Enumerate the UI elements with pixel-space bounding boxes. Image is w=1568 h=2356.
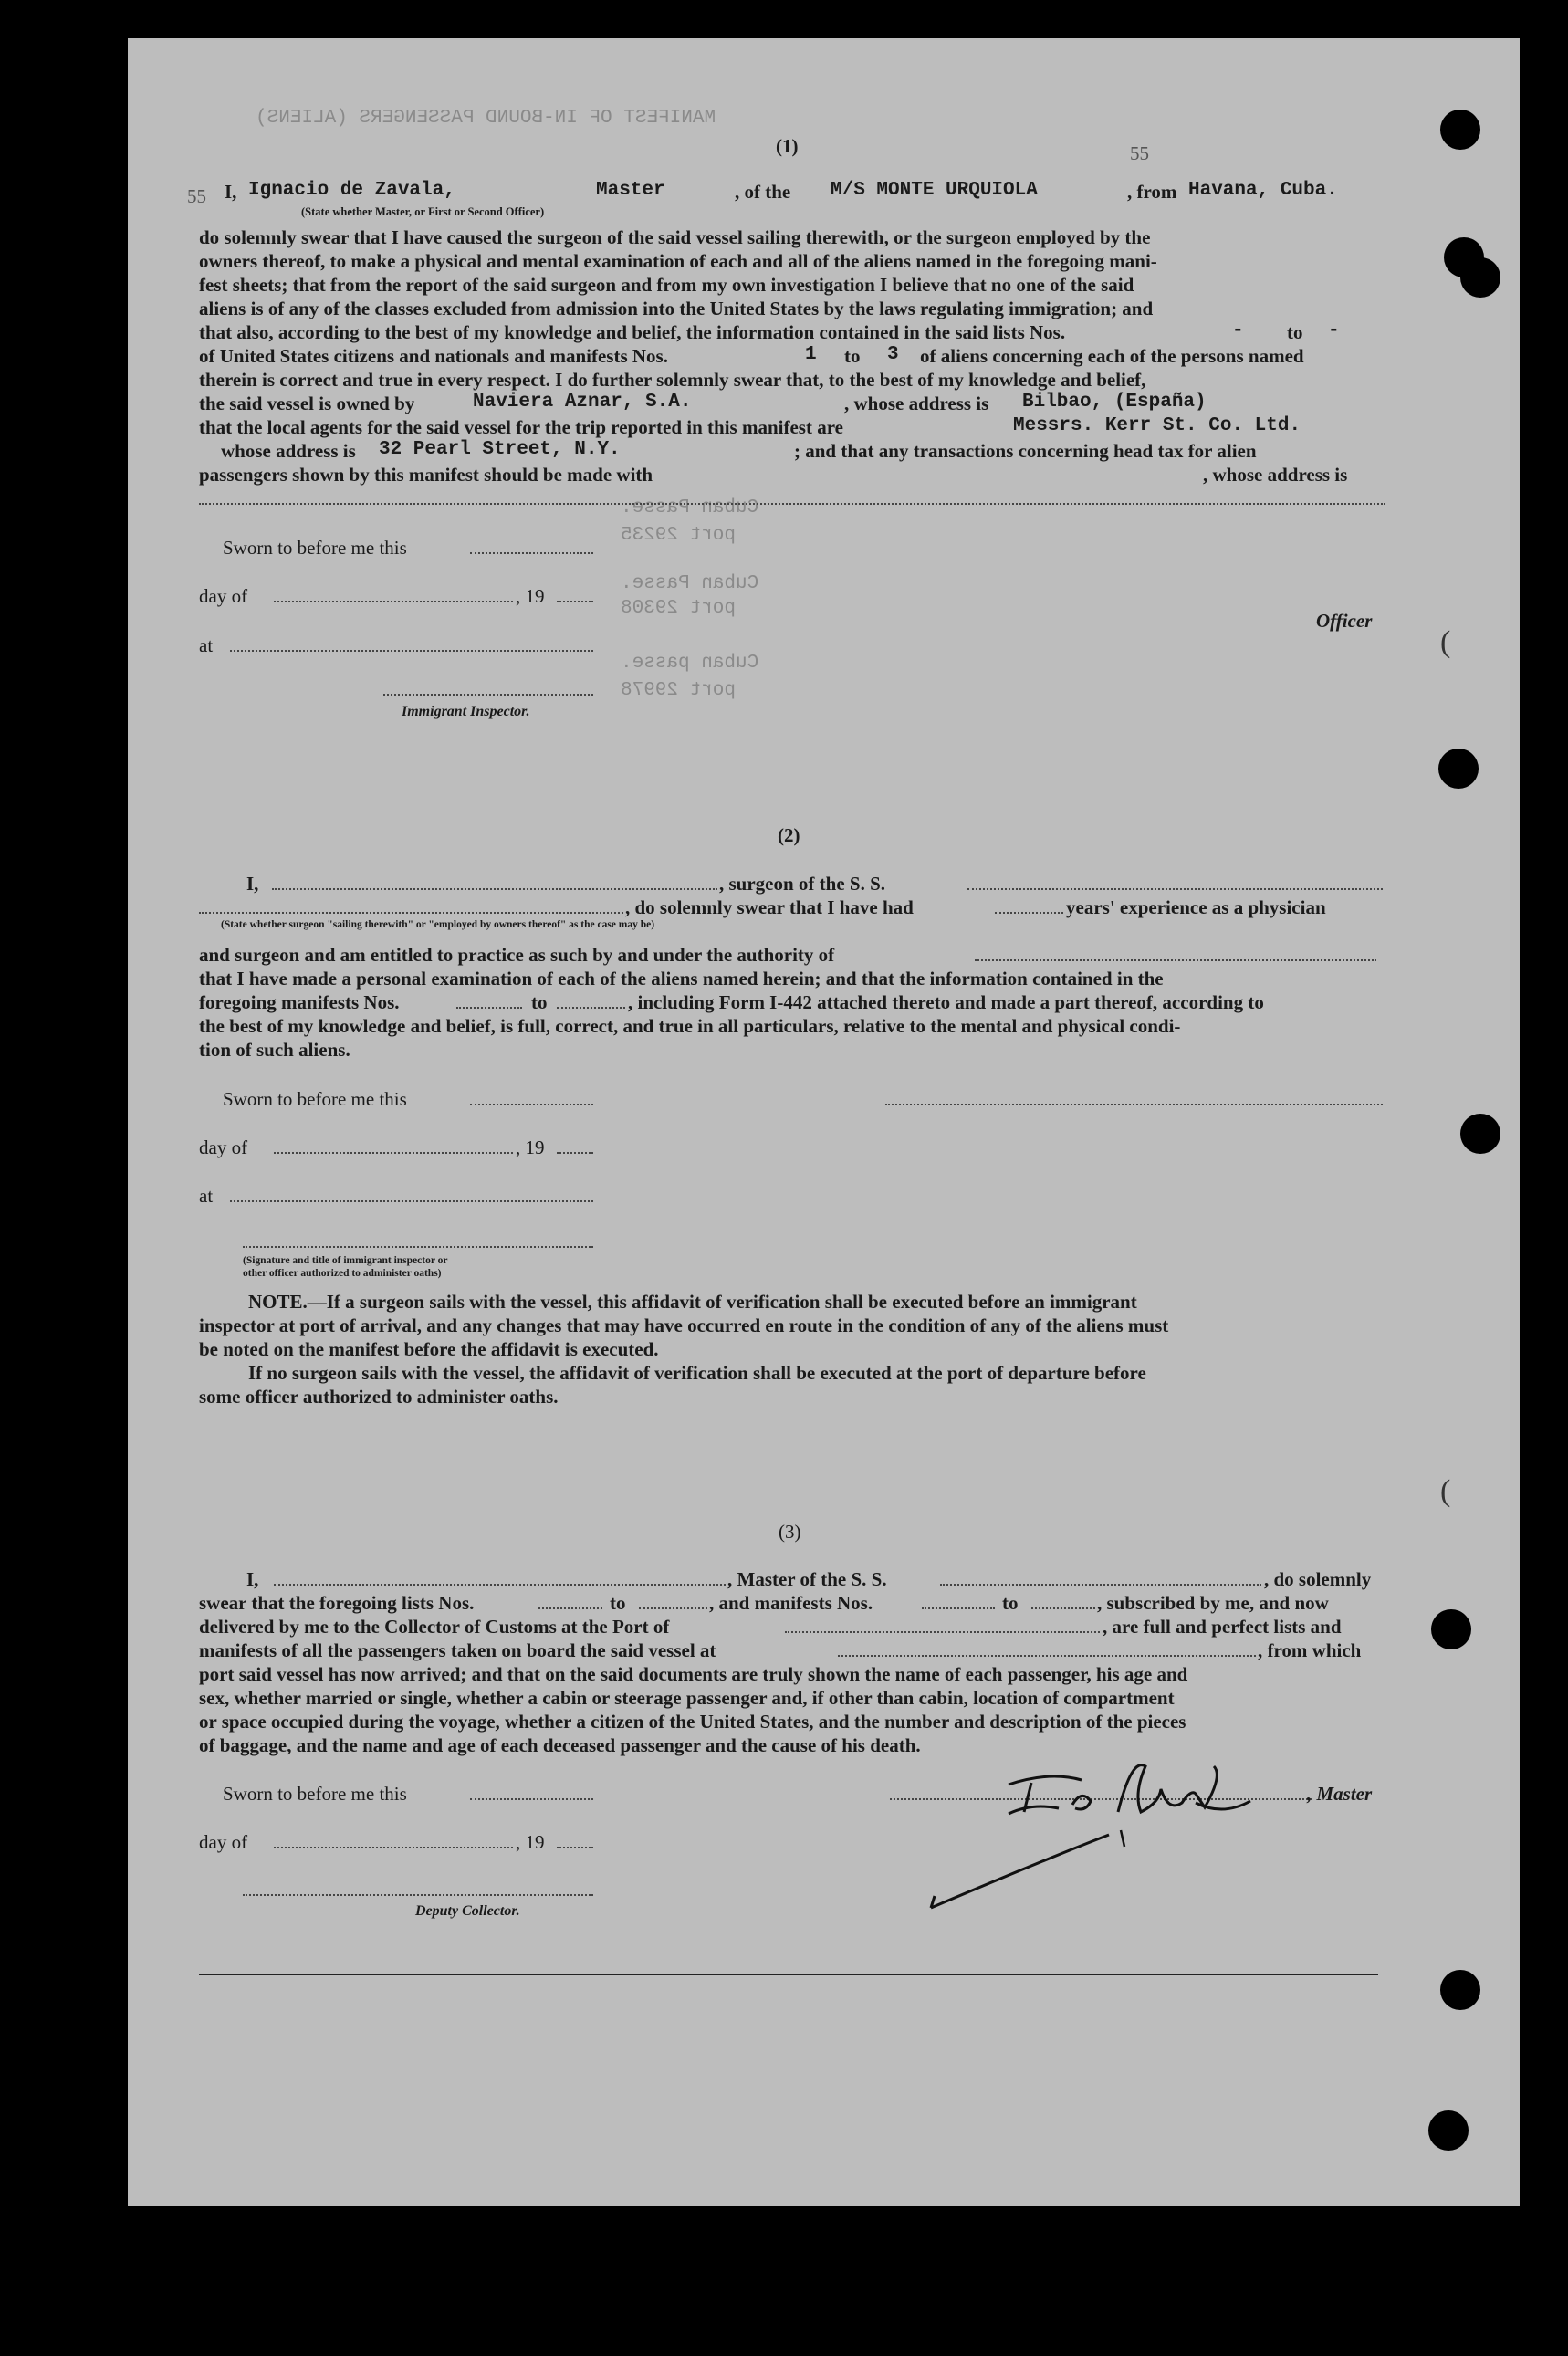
years-label: years' experience as a physician xyxy=(1066,896,1326,918)
lists-to-word: to xyxy=(1287,321,1303,343)
bleed-through-row: Cuban Passe. xyxy=(621,573,759,594)
section-3-to: to xyxy=(610,1592,626,1614)
section-1-body-line: owners thereof, to make a physical and mental examination of each and all of the aliens named in the foregoing mani- xyxy=(199,250,1157,272)
whose-address-label: , whose address is xyxy=(1203,464,1348,486)
master-title: Master xyxy=(596,180,665,201)
section-3-line: , subscribed by me, and now xyxy=(1097,1592,1329,1614)
manifests-from: 1 xyxy=(805,344,817,365)
punch-hole xyxy=(1431,1609,1471,1649)
section-2-body-line: tion of such aliens. xyxy=(199,1039,350,1061)
section-2-body-line: , including Form I-442 attached thereto and made a part thereof, according to xyxy=(628,991,1264,1013)
signature-caption: (Signature and title of immigrant inspector or xyxy=(243,1255,448,1266)
at-label: at xyxy=(199,634,214,656)
owner-address-label: , whose address is xyxy=(844,393,989,414)
bleed-through-header: MANIFEST OF IN-BOUND PASSENGERS (ALIENS) xyxy=(256,108,716,129)
master-of-label: , Master of the S. S. xyxy=(727,1568,887,1590)
section-3-line: manifests of all the passengers taken on board the said vessel at xyxy=(199,1639,716,1661)
section-1-body-line: that also, according to the best of my knowledge and belief, the information contained in the said lists Nos. xyxy=(199,321,1066,343)
manifests-tail: of aliens concerning each of the persons named xyxy=(920,345,1304,367)
from-port: Havana, Cuba. xyxy=(1188,180,1338,201)
bleed-through-row: port 29308 xyxy=(621,598,737,619)
manifests-to: 3 xyxy=(887,344,899,365)
sworn-label: Sworn to before me this xyxy=(223,1088,407,1110)
of-the-label: , of the xyxy=(735,181,791,203)
signature-caption: other officer authorized to administer oaths) xyxy=(243,1268,442,1279)
section-2-to: to xyxy=(531,991,548,1013)
section-1-body-line: that the local agents for the said vessel for the trip reported in this manifest are xyxy=(199,416,843,438)
section-1-body-line: fest sheets; that from the report of the said surgeon and from my own investigation I believe that no one of the said xyxy=(199,274,1134,296)
section-2-heading: (2) xyxy=(778,824,800,846)
section-3-body-line: sex, whether married or single, whether a cabin or steerage passenger and, if other than cabin, location of compartment xyxy=(199,1687,1175,1709)
year-label: , 19 xyxy=(516,585,545,607)
section-3-line: , are full and perfect lists and xyxy=(1103,1616,1342,1638)
day-of-label: day of xyxy=(199,1831,248,1853)
note-line: some officer authorized to administer oaths. xyxy=(199,1386,559,1408)
section-1-body-line: do solemnly swear that I have caused the surgeon of the said vessel sailing therewith, or the surgeon employed by the xyxy=(199,226,1151,248)
lists-from: - xyxy=(1232,320,1244,341)
section-2-body-line: the best of my knowledge and belief, is full, correct, and true in all particulars, relative to the mental and physical condi- xyxy=(199,1015,1181,1037)
bleed-through-row: Cuban passe. xyxy=(621,653,759,674)
margin-mark: ( xyxy=(1440,1474,1451,1508)
section-3-line: swear that the foregoing lists Nos. xyxy=(199,1592,475,1614)
master-signature-label: , Master xyxy=(1307,1783,1373,1805)
section-3-line: delivered by me to the Collector of Customs at the Port of xyxy=(199,1616,670,1638)
at-label: at xyxy=(199,1185,214,1207)
solemnly-label: , do solemnly xyxy=(1264,1568,1372,1590)
manifests-to-word: to xyxy=(844,345,861,367)
officer-label: Officer xyxy=(1316,610,1373,632)
bleed-through-row: port 29978 xyxy=(621,680,737,701)
agents-address: 32 Pearl Street, N.Y. xyxy=(379,439,621,460)
margin-mark: ( xyxy=(1440,625,1451,659)
section-1-body-line: the said vessel is owned by xyxy=(199,393,415,414)
section-2-i: I, xyxy=(246,873,259,895)
surgeon-caption: (State whether surgeon "sailing therewith" or "employed by owners thereof" as the case may be) xyxy=(221,919,655,930)
section-3-body-line: port said vessel has now arrived; and that on the said documents are truly shown the name of each passenger, his age and xyxy=(199,1663,1188,1685)
section-2-body-line: and surgeon and am entitled to practice as such by and under the authority of xyxy=(199,944,835,966)
from-label: , from xyxy=(1127,181,1177,203)
section-2-body-line: that I have made a personal examination of each of the aliens named herein; and that the information contained in the xyxy=(199,968,1164,990)
owner-name: Naviera Aznar, S.A. xyxy=(473,392,692,413)
section-1-body-line: of United States citizens and nationals and manifests Nos. xyxy=(199,345,668,367)
punch-hole xyxy=(1428,2110,1469,2151)
note-line: NOTE.—If a surgeon sails with the vessel, this affidavit of verification shall be executed before an immigrant xyxy=(248,1291,1137,1313)
punch-hole xyxy=(1460,1114,1500,1154)
master-signature xyxy=(922,1739,1305,1921)
section-1-body-line: whose address is xyxy=(221,440,356,462)
punch-hole xyxy=(1440,110,1480,150)
margin-number: 55 xyxy=(1130,142,1149,164)
title-caption: (State whether Master, or First or Second Officer) xyxy=(301,205,545,218)
solemnly-label: , do solemnly swear that I have had xyxy=(625,896,914,918)
surgeon-of-label: , surgeon of the S. S. xyxy=(719,873,886,895)
section-2-body-line: foregoing manifests Nos. xyxy=(199,991,400,1013)
local-agents: Messrs. Kerr St. Co. Ltd. xyxy=(1013,415,1301,436)
punch-hole xyxy=(1440,1970,1480,2010)
note-line: be noted on the manifest before the affidavit is executed. xyxy=(199,1338,659,1360)
section-3-body-line: or space occupied during the voyage, whether a citizen of the United States, and the number and description of the pieces xyxy=(199,1711,1186,1733)
section-3-body-line: of baggage, and the name and age of each deceased passenger and the cause of his death. xyxy=(199,1734,921,1756)
day-of-label: day of xyxy=(199,1136,248,1158)
sworn-label: Sworn to before me this xyxy=(223,537,407,559)
note-line: If no surgeon sails with the vessel, the affidavit of verification shall be executed at the port of departure before xyxy=(248,1362,1146,1384)
day-of-label: day of xyxy=(199,585,248,607)
section-1-body-line: aliens is of any of the classes excluded from admission into the United States by the laws regulating immigration; and xyxy=(199,298,1154,319)
year-label: , 19 xyxy=(516,1136,545,1158)
agents-tail: ; and that any transactions concerning head tax for alien xyxy=(794,440,1257,462)
owner-address: Bilbao, (España) xyxy=(1022,392,1207,413)
vessel-name: M/S MONTE URQUIOLA xyxy=(831,180,1038,201)
immigrant-inspector-label: Immigrant Inspector. xyxy=(402,704,530,719)
year-label: , 19 xyxy=(516,1831,545,1853)
note-line: inspector at port of arrival, and any changes that may have occurred en route in the condition of any of the aliens must xyxy=(199,1314,1169,1336)
section-3-line: , and manifests Nos. xyxy=(709,1592,873,1614)
sworn-label: Sworn to before me this xyxy=(223,1783,407,1805)
prefix-i: I, xyxy=(225,181,237,203)
section-3-heading: (3) xyxy=(779,1521,801,1543)
deputy-collector-label: Deputy Collector. xyxy=(415,1903,520,1919)
bleed-through-row: port 29235 xyxy=(621,525,737,546)
margin-number: 55 xyxy=(187,185,206,207)
punch-hole xyxy=(1438,749,1479,789)
section-3-i: I, xyxy=(246,1568,259,1590)
section-1-body-line: passengers shown by this manifest should be made with xyxy=(199,464,653,486)
section-3-to: to xyxy=(1002,1592,1019,1614)
section-1-body-line: therein is correct and true in every respect. I do further solemnly swear that, to the best of my knowledge and belief, xyxy=(199,369,1146,391)
bleed-through-row: Cuban Passe. xyxy=(621,497,759,518)
lists-to: - xyxy=(1328,320,1340,341)
bottom-rule xyxy=(199,1974,1378,1975)
punch-hole xyxy=(1460,257,1500,298)
section-1-heading: (1) xyxy=(776,135,799,157)
section-3-line: , from which xyxy=(1258,1639,1362,1661)
master-name: Ignacio de Zavala, xyxy=(248,180,455,201)
